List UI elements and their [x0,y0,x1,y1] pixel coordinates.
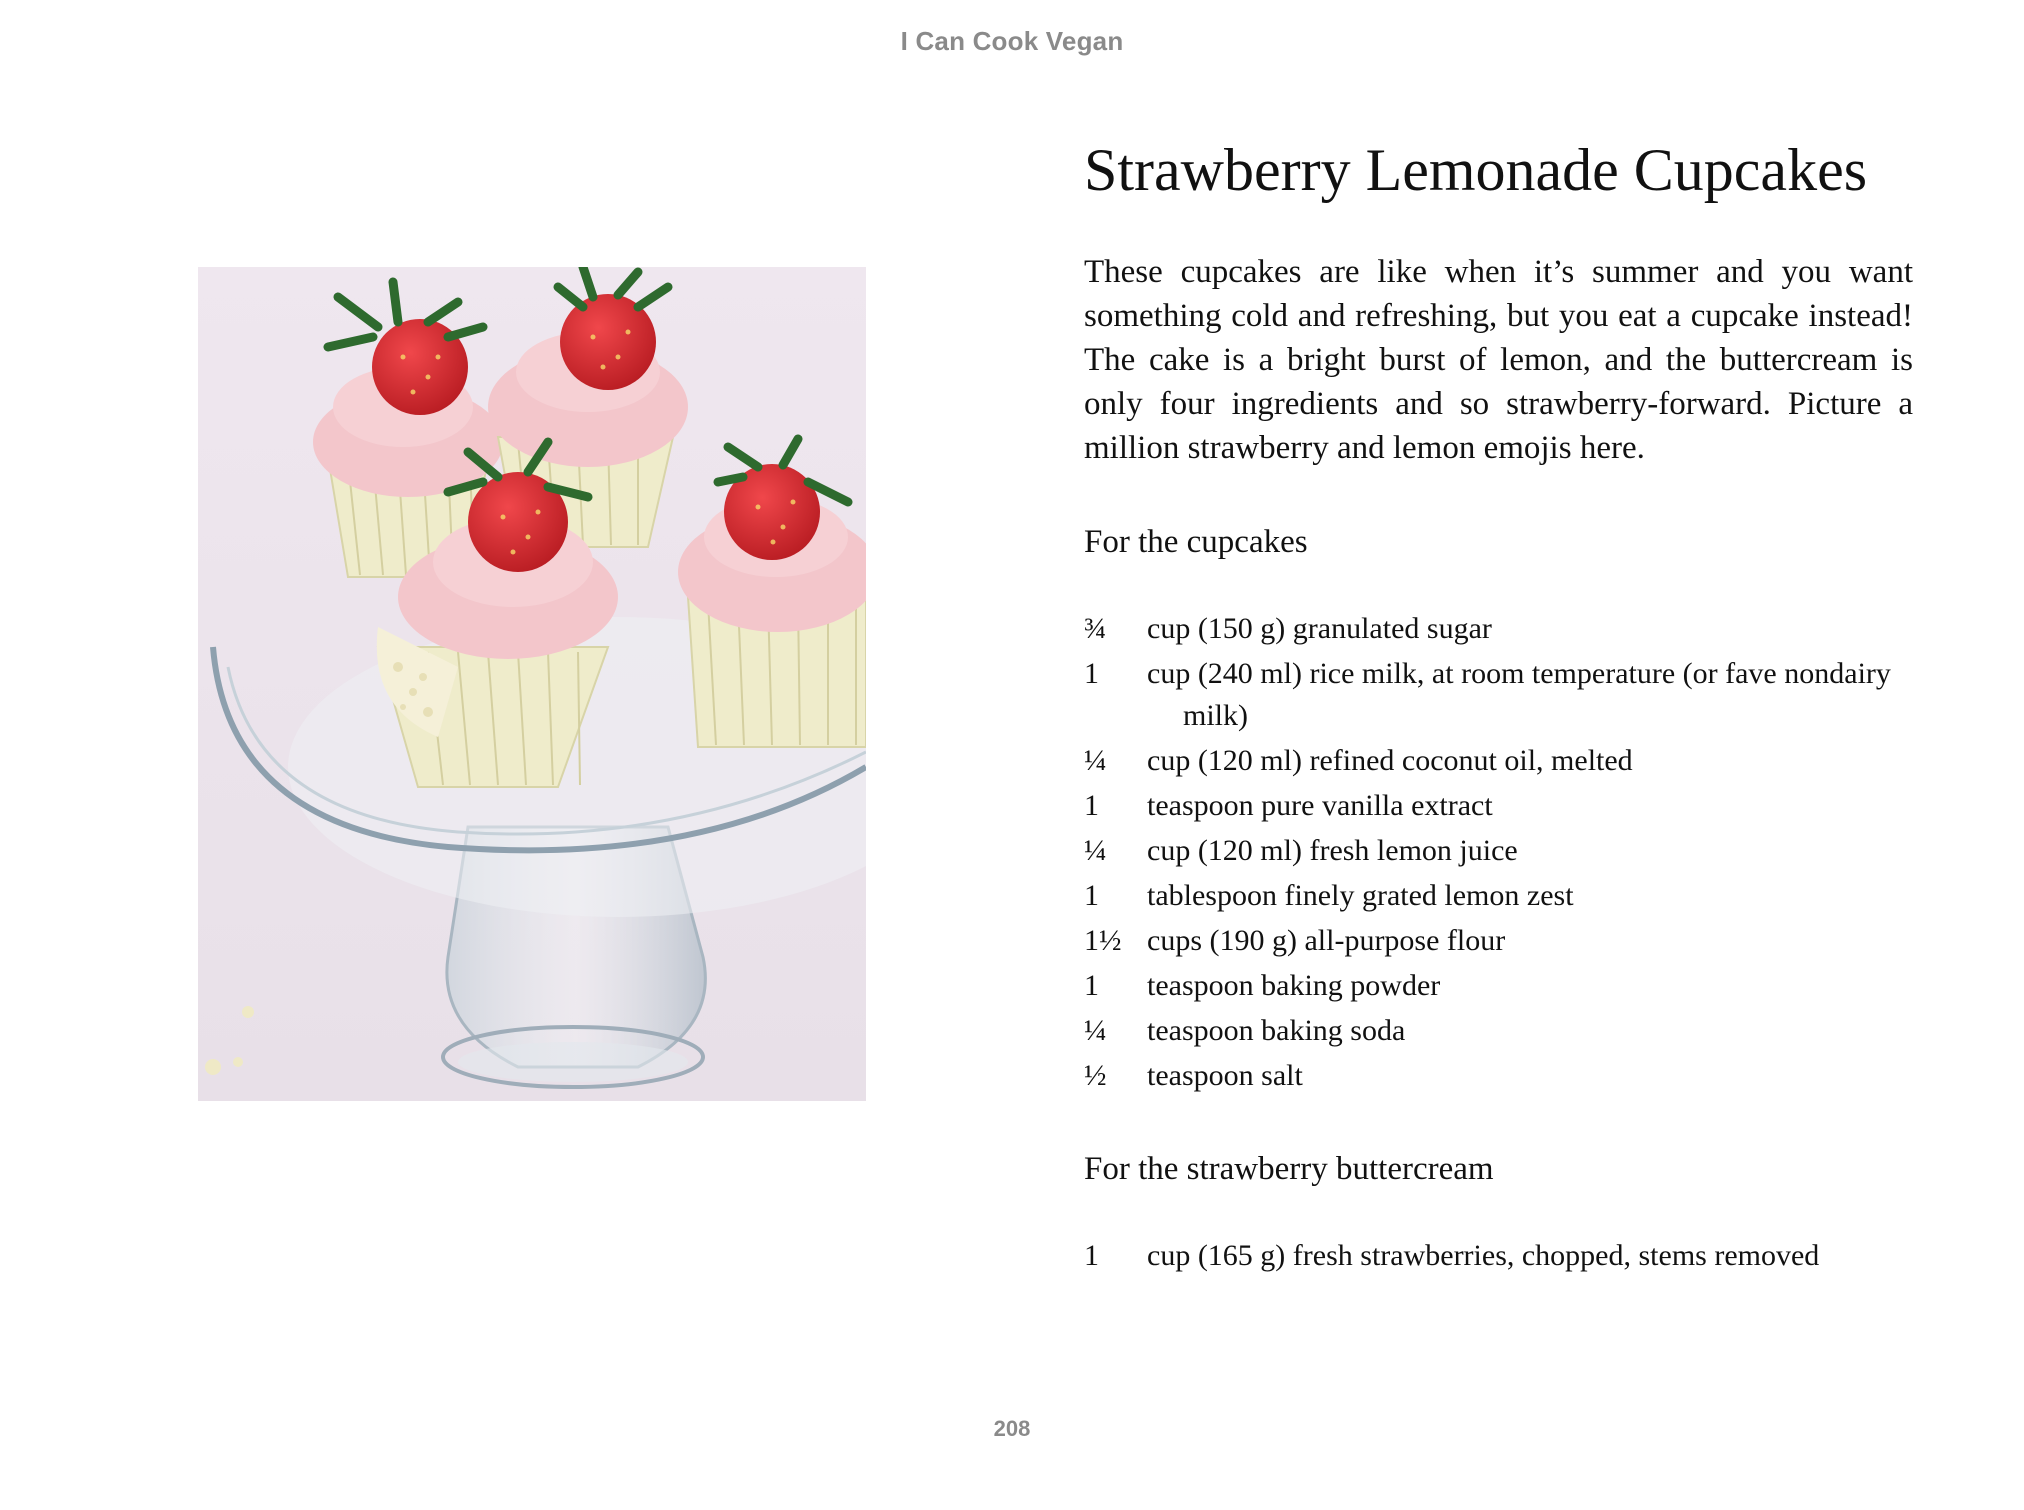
recipe-content [1084,130,1913,1280]
recipe-photo [198,267,866,1101]
section-heading-buttercream: For the strawberry buttercream [1084,1151,1494,1187]
ingredient-row [1084,1055,1913,1097]
cupcakes-photo-illustration [198,267,866,1101]
ingredient-quantity: 1½ [1084,924,1122,957]
ingredient-description: teaspoon baking powder [1147,969,1441,1002]
ingredient-description: cups (190 g) all-purpose flour [1147,924,1506,957]
ingredient-quantity: 1 [1084,657,1099,690]
ingredient-list-buttercream [1084,1235,1913,1277]
page-number: 208 [993,1416,1031,1441]
ingredient-description: teaspoon salt [1147,1059,1303,1092]
ingredient-row [1084,875,1913,917]
ingredient-row [1084,608,1913,650]
ingredient-description: cup (150 g) granulated sugar [1147,612,1492,645]
ingredient-quantity: 1 [1084,1239,1099,1272]
ingredient-description: cup (120 ml) refined coconut oil, melted [1147,744,1633,777]
ingredient-row [1084,740,1913,782]
ingredient-row [1084,1235,1913,1277]
ingredient-quantity: ¾ [1084,612,1107,645]
recipe-title: Strawberry Lemonade Cupcakes [1084,137,1868,203]
ingredient-row [1084,965,1913,1007]
ingredient-description: tablespoon finely grated lemon zest [1147,879,1574,912]
ingredient-quantity: 1 [1084,969,1099,1002]
section-heading-cupcakes: For the cupcakes [1084,524,1308,560]
ingredient-description: teaspoon pure vanilla extract [1147,789,1493,822]
ingredient-quantity: 1 [1084,879,1099,912]
ingredient-description: cup (240 ml) rice milk, at room temperature (or fave nondairy milk) [1147,657,1891,732]
ingredient-description: cup (120 ml) fresh lemon juice [1147,834,1518,867]
ingredient-row [1084,653,1913,737]
ingredient-quantity: ¼ [1084,744,1107,777]
ingredient-description: cup (165 g) fresh strawberries, chopped, stems removed [1147,1239,1820,1272]
book-title: I Can Cook Vegan [900,26,1124,56]
ingredient-row [1084,1010,1913,1052]
ingredient-row [1084,785,1913,827]
ingredient-list-cupcakes [1084,608,1913,1097]
ingredient-quantity: ¼ [1084,1014,1107,1047]
ingredient-quantity: 1 [1084,789,1099,822]
ingredient-row [1084,830,1913,872]
ingredient-description: teaspoon baking soda [1147,1014,1406,1047]
recipe-intro: These cupcakes are like when it’s summer and you want something cold and refreshing, but you eat a cupcake instead! The cake is a bright burst of lemon, and the buttercream is only four ingredients and so strawberry-forward. Picture a million strawberry and lemon emojis here. [1084,254,1913,466]
ingredient-quantity: ¼ [1084,834,1107,867]
ingredient-row [1084,920,1913,962]
ingredient-quantity: ½ [1084,1059,1107,1092]
